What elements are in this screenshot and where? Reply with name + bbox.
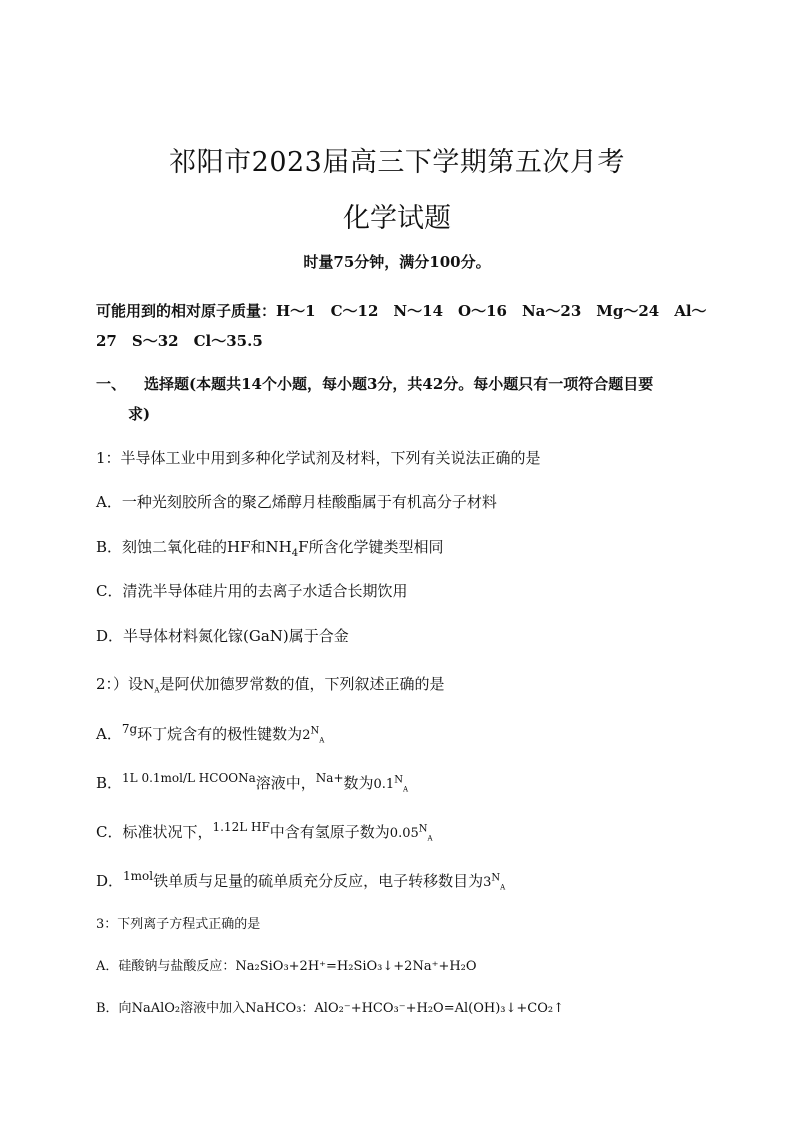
time-info: 时量75分钟，满分100分。: [303, 253, 491, 271]
q3-stem: 3：下列离子方程式正确的是: [96, 917, 261, 932]
q2-stem: 2：）设$N_A$是阿伏加德罗常数的值，下列叙述正确的是: [96, 675, 445, 695]
atomic-masses-line2: 27 S～32 Cl～35.5: [96, 332, 263, 350]
section-1-heading: [96, 369, 708, 429]
q1-option-c: C．清洗半导体硅片用的去离子水适合长期饮用: [96, 582, 408, 600]
avogadro-symbol: $N_A$: [143, 678, 160, 695]
section-heading-line2: 求): [128, 405, 151, 423]
q1-option-a: A．一种光刻胶所含的聚乙烯醇月桂酸酯属于有机高分子材料: [96, 493, 497, 511]
q3-option-a: A．硅酸钠与盐酸反应：Na₂SiO₃+2H⁺=H₂SiO₃↓+2Na⁺+H₂O: [96, 959, 477, 974]
exam-subtitle: 化学试题: [343, 203, 451, 234]
section-number: 一、: [96, 375, 127, 393]
q1-option-b: B．刻蚀二氧化硅的HF和$NH_4F$所含化学键类型相同: [96, 538, 444, 559]
exam-title: 祁阳市2023届高三下学期第五次月考: [169, 147, 625, 178]
q2-option-a: A．$^{7g}$环丁烷含有的极性键数为$2^N_A$: [96, 722, 325, 745]
atomic-masses-line1: 可能用到的相对原子质量：H～1 C～12 N～14 O～16 Na～23 Mg～24 Al～: [96, 302, 707, 320]
q2-option-d: D．$^{1mol}$铁单质与足量的硫单质充分反应，电子转移数目为$3^N_A$: [96, 869, 506, 892]
q2-option-c: C．标准状况下，$^{1.12L HF}$中含有氢原子数为$0.05^N_A$: [96, 820, 433, 843]
atomic-masses: [96, 296, 708, 356]
q2-option-b: B．$^{1L 0.1mol/L HCOONa}$溶液中，$^{Na+}$数为$0.1^N_A$: [96, 771, 409, 794]
q1-option-d: D．半导体材料氮化镓(GaN)属于合金: [96, 627, 349, 645]
q3-option-b: B．向NaAlO₂溶液中加入NaHCO₃：AlO₂⁻+HCO₃⁻+H₂O=Al(OH)₃↓+CO₂↑: [96, 1001, 564, 1016]
section-heading-line1: 选择题(本题共14个小题，每小题3分，共42分。每小题只有一项符合题目要: [144, 375, 654, 393]
q1-stem: 1：半导体工业中用到多种化学试剂及材料，下列有关说法正确的是: [96, 449, 541, 467]
